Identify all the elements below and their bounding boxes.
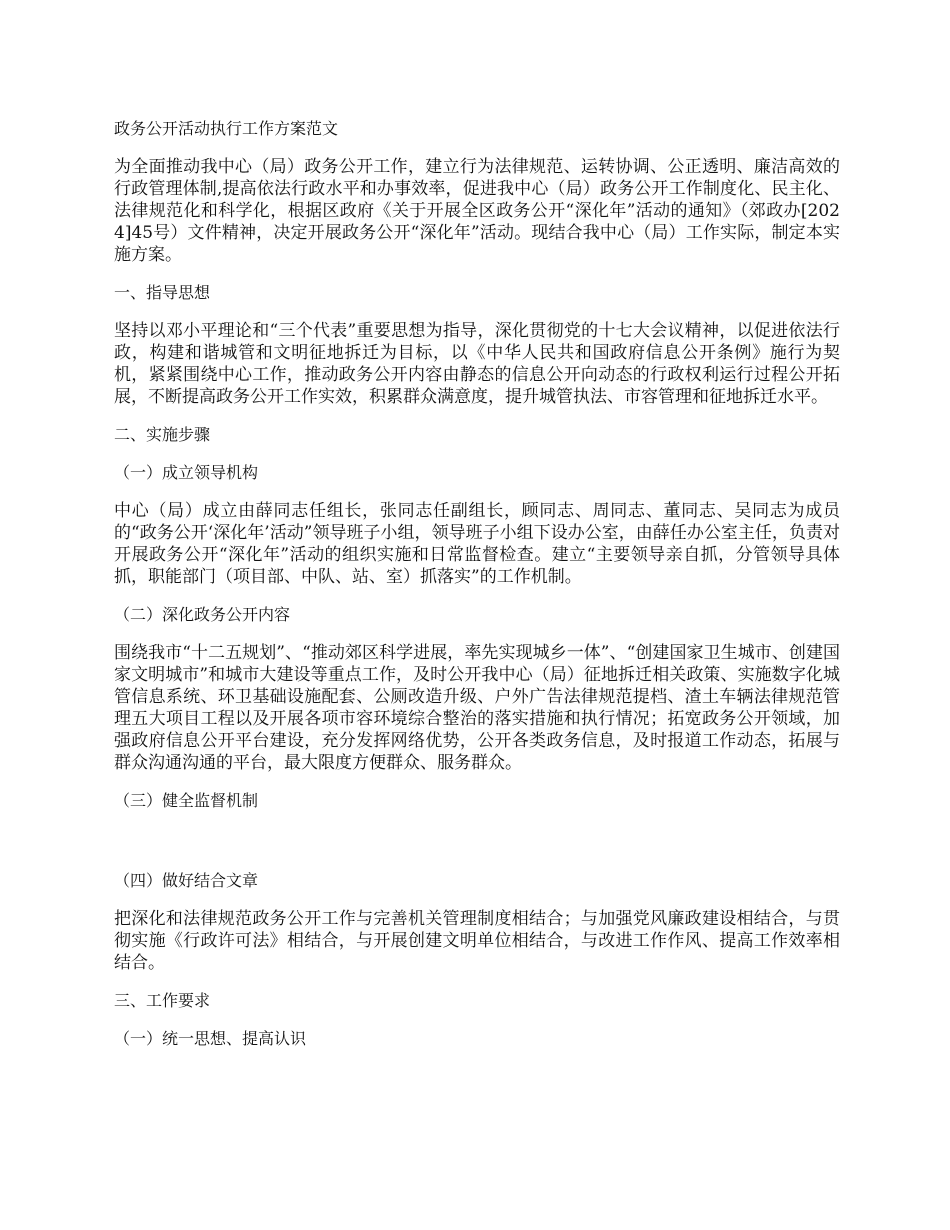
subsection-text-integration: 把深化和法律规范政务公开工作与完善机关管理制度相结合；与加强党风廉政建设相结合，与贯彻实施《行政许可法》相结合，与开展创建文明单位相结合，与改进工作作风、提高工作效率相结合。 [114, 909, 840, 973]
subsection-text-leadership: 中心（局）成立由薛同志任组长，张同志任副组长，顾同志、周同志、董同志、吴同志为成员的“政务公开‘深化年’活动”领导班子小组，领导班子小组下设办公室，由薛任办公室主任，负责对开展政务公开“深化年”活动的组织实施和日常监督检查。建立“主要领导亲自抓，分管领导具体抓，职能部门（项目部、中队、站、室）抓落实”的工作机制。 [114, 501, 840, 587]
subsection-text-deepen-content: 围绕我市“十二五规划”、“推动郊区科学进展，率先实现城乡一体”、“创建国家卫生城市、创建国家文明城市”和城市大建设等重点工作，及时公开我中心（局）征地拆迁相关政策、实施数字化城管信息系统、环卫基础设施配套、公厕改造升级、户外广告法律规范提档、渣土车辆法律规范管理五大项目工程以及开展各项市容环境综合整治的落实措施和执行情况；拓宽政务公开领域，加强政府信息公开平台建设，充分发挥网络优势，公开各类政务信息，及时报道工作动态，拓展与群众沟通沟通的平台，最大限度方便群众、服务群众。 [114, 643, 840, 773]
intro-paragraph: 为全面推动我中心（局）政务公开工作，建立行为法律规范、运转协调、公正透明、廉洁高效的行政管理体制,提高依法行政水平和办事效率，促进我中心（局）政务公开工作制度化、民主化、法律规范化和科学化，根据区政府《关于开展全区政务公开“深化年”活动的通知》（郊政办[2024]45号）文件精神，决定开展政务公开“深化年”活动。现结合我中心（局）工作实际，制定本实施方案。 [114, 157, 840, 265]
subsection-heading-integration: （四）做好结合文章 [114, 871, 259, 890]
section-heading-guiding-ideology: 一、指导思想 [114, 283, 211, 302]
section-heading-work-requirements: 三、工作要求 [114, 991, 211, 1010]
subsection-heading-leadership: （一）成立领导机构 [114, 463, 259, 482]
subsection-heading-deepen-content: （二）深化政务公开内容 [114, 605, 291, 624]
document-title: 政务公开活动执行工作方案范文 [114, 119, 339, 138]
subsection-heading-unify-thinking: （一）统一思想、提高认识 [114, 1029, 307, 1048]
blank-space [114, 828, 840, 870]
section-text-guiding-ideology: 坚持以邓小平理论和“三个代表”重要思想为指导，深化贯彻党的十七大会议精神，以促进依法行政，构建和谐城管和文明征地拆迁为目标，以《中华人民共和国政府信息公开条例》施行为契机，紧紧围绕中心工作，推动政务公开内容由静态的信息公开向动态的行政权利运行过程公开拓展，不断提高政务公开工作实效，积累群众满意度，提升城管执法、市容管理和征地拆迁水平。 [114, 321, 840, 407]
document-body [114, 118, 840, 1066]
subsection-heading-supervision: （三）健全监督机制 [114, 791, 259, 810]
section-heading-implementation-steps: 二、实施步骤 [114, 425, 211, 444]
